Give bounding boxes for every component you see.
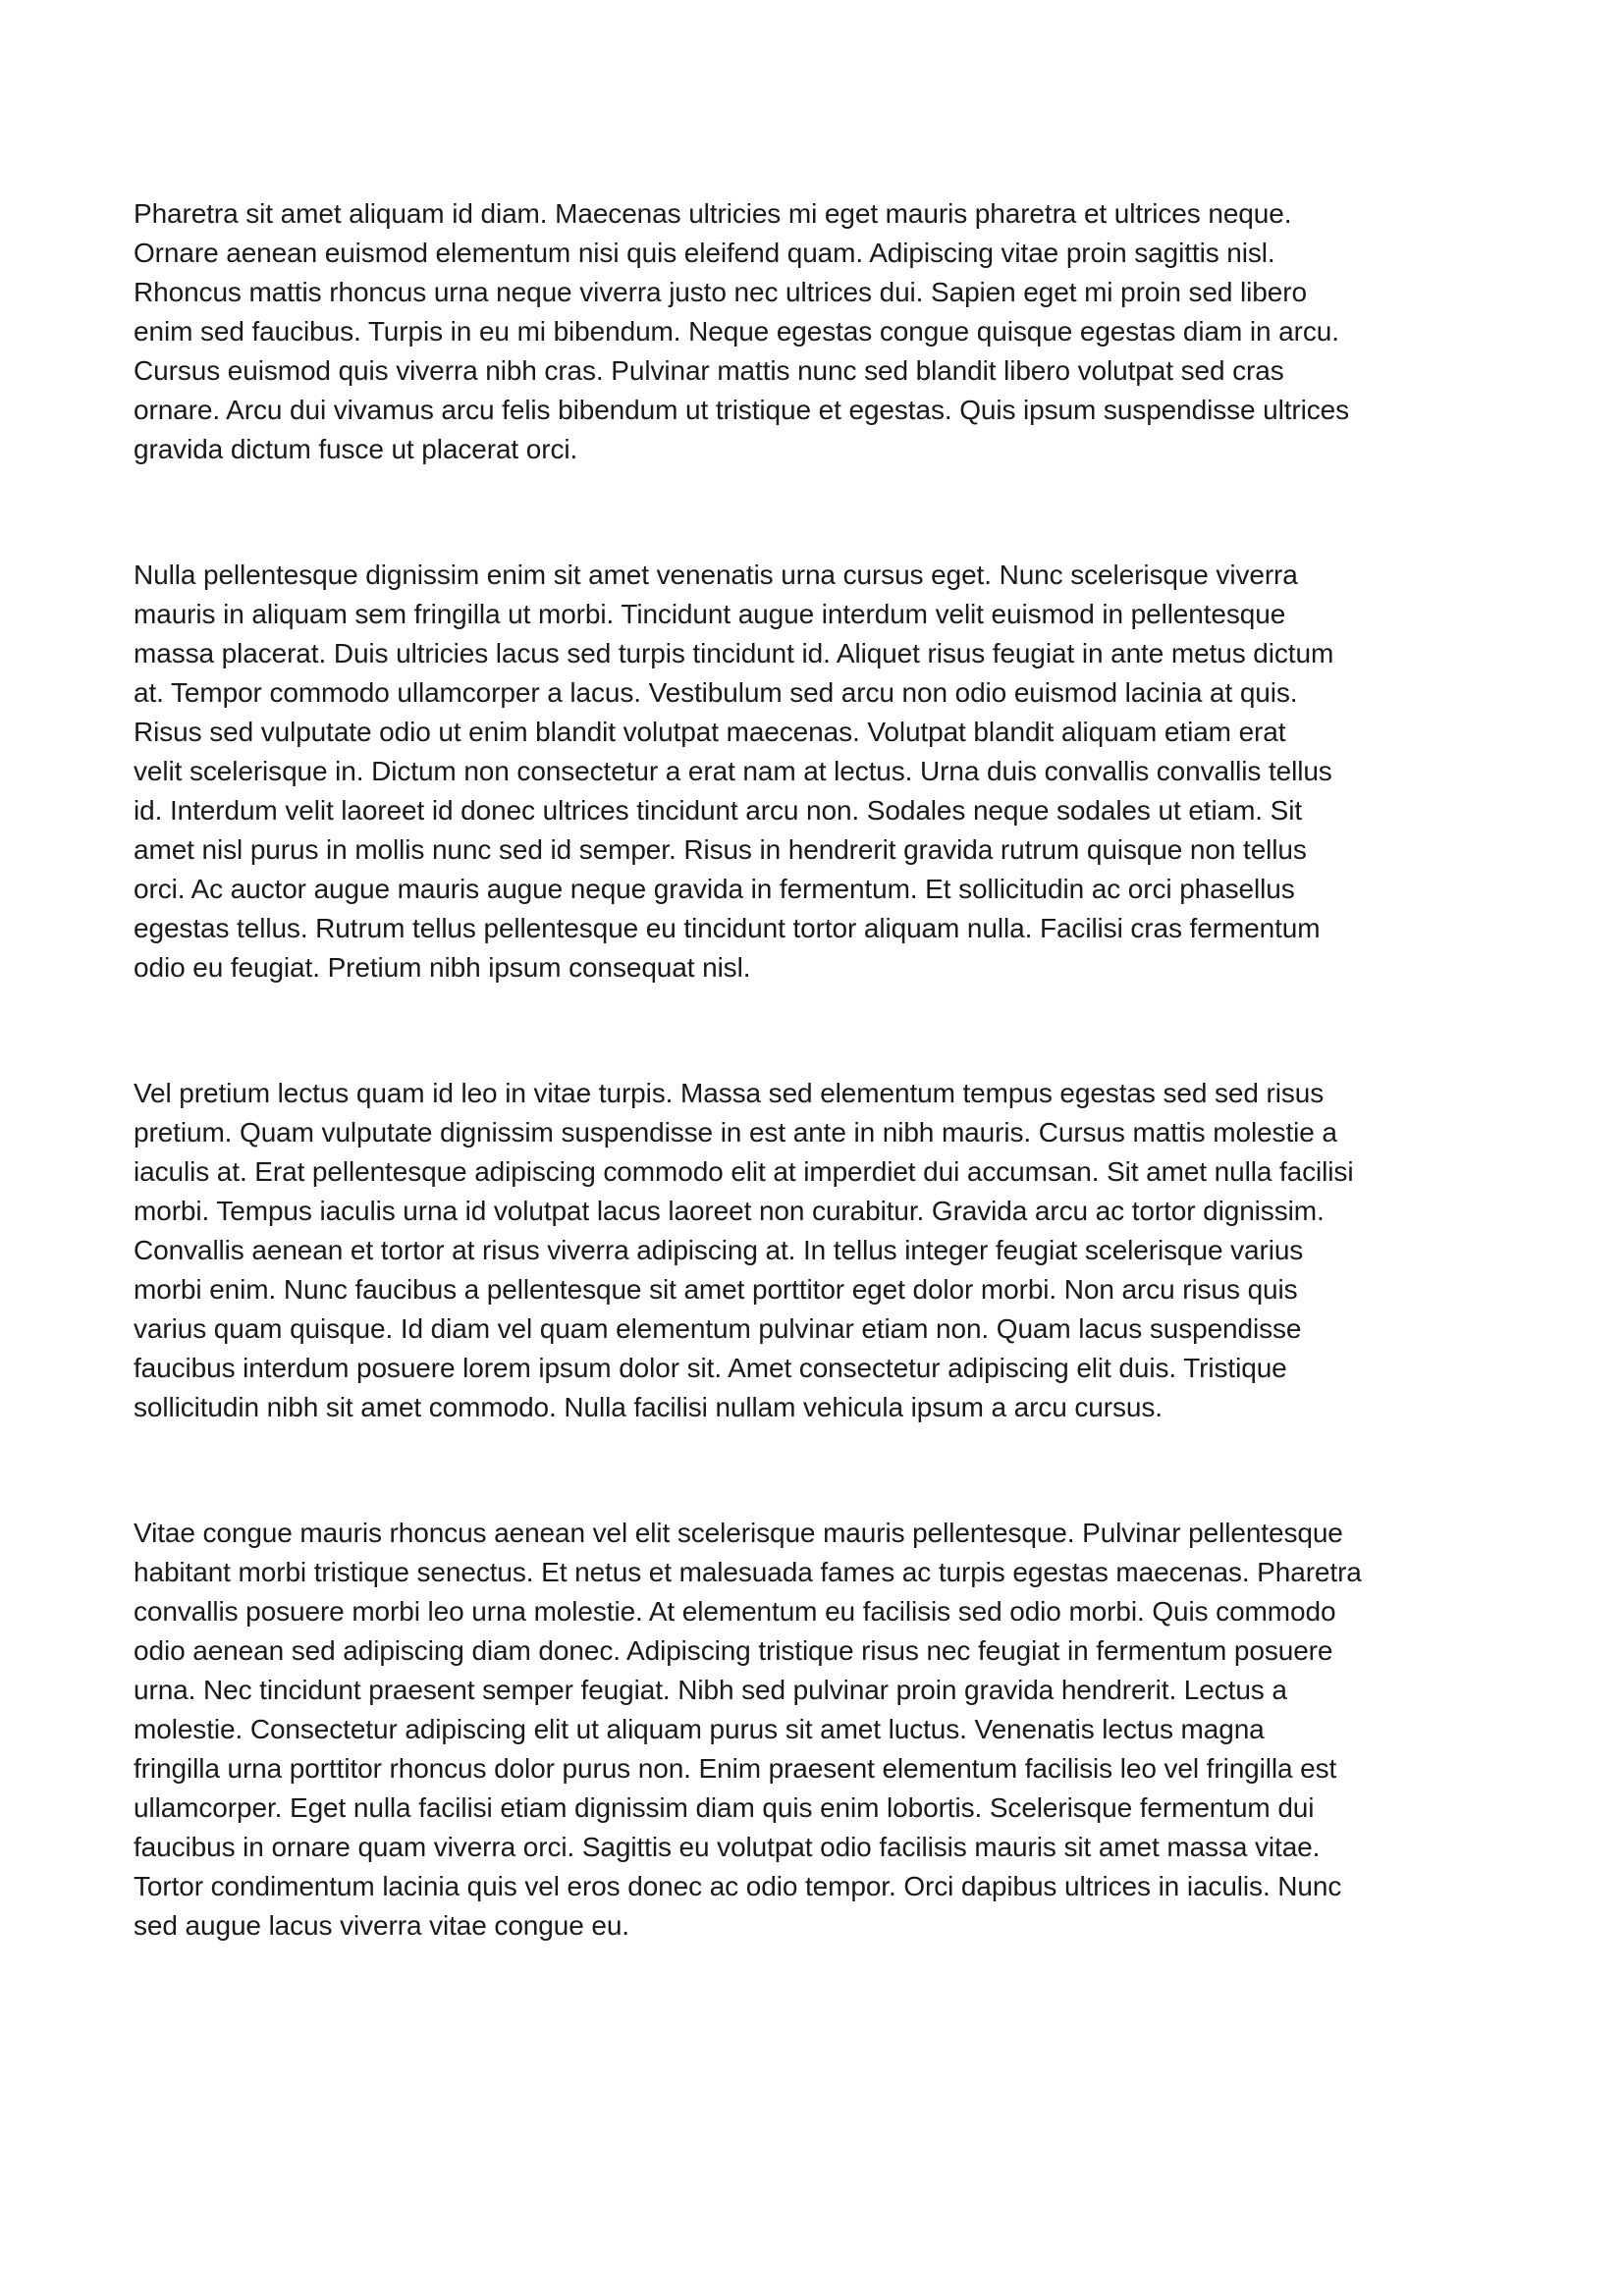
text-line: velit scelerisque in. Dictum non consectetur a erat nam at lectus. Urna duis convallis convallis tellus — [134, 756, 1332, 786]
text-line: morbi. Tempus iaculis urna id volutpat lacus laoreet non curabitur. Gravida arcu ac tortor dignissim. — [134, 1196, 1325, 1226]
text-line: Cursus euismod quis viverra nibh cras. Pulvinar mattis nunc sed blandit libero volutpat sed cras — [134, 355, 1284, 386]
text-line: gravida dictum fusce ut placerat orci. — [134, 434, 578, 464]
text-line: Risus sed vulputate odio ut enim blandit volutpat maecenas. Volutpat blandit aliquam etiam erat — [134, 717, 1286, 747]
paragraph-3 — [134, 1074, 1490, 1427]
text-line: Vitae congue mauris rhoncus aenean vel elit scelerisque mauris pellentesque. Pulvinar pellentesque — [134, 1518, 1343, 1548]
text-line: Ornare aenean euismod elementum nisi quis eleifend quam. Adipiscing vitae proin sagittis nisl. — [134, 238, 1275, 268]
text-line: Pharetra sit amet aliquam id diam. Maecenas ultricies mi eget mauris pharetra et ultrices neque. — [134, 198, 1292, 229]
text-line: urna. Nec tincidunt praesent semper feugiat. Nibh sed pulvinar proin gravida hendrerit. Lectus a — [134, 1675, 1287, 1705]
text-line: Tortor condimentum lacinia quis vel eros donec ac odio tempor. Orci dapibus ultrices in iaculis. Nunc — [134, 1871, 1342, 1901]
text-line: Rhoncus mattis rhoncus urna neque viverra justo nec ultrices dui. Sapien eget mi proin sed libero — [134, 277, 1307, 307]
text-line: mauris in aliquam sem fringilla ut morbi. Tincidunt augue interdum velit euismod in pellentesque — [134, 599, 1286, 629]
paragraph-1 — [134, 194, 1490, 469]
paragraph-2 — [134, 556, 1490, 988]
text-line: odio eu feugiat. Pretium nibh ipsum consequat nisl. — [134, 952, 751, 983]
text-line: iaculis at. Erat pellentesque adipiscing commodo elit at imperdiet dui accumsan. Sit amet nulla facilisi — [134, 1156, 1354, 1187]
text-line: id. Interdum velit laoreet id donec ultrices tincidunt arcu non. Sodales neque sodales ut etiam. Sit — [134, 795, 1303, 826]
text-line: convallis posuere morbi leo urna molestie. At elementum eu facilisis sed odio morbi. Quis commodo — [134, 1596, 1336, 1627]
paragraph-4 — [134, 1514, 1490, 1946]
text-line: faucibus in ornare quam viverra orci. Sagittis eu volutpat odio facilisis mauris sit amet massa vitae. — [134, 1832, 1321, 1862]
text-line: amet nisl purus in mollis nunc sed id semper. Risus in hendrerit gravida rutrum quisque non tellus — [134, 834, 1307, 865]
text-line: at. Tempor commodo ullamcorper a lacus. Vestibulum sed arcu non odio euismod lacinia at quis. — [134, 677, 1298, 708]
text-line: Nulla pellentesque dignissim enim sit amet venenatis urna cursus eget. Nunc scelerisque viverra — [134, 560, 1298, 590]
text-line: habitant morbi tristique senectus. Et netus et malesuada fames ac turpis egestas maecenas. Pharetra — [134, 1557, 1362, 1587]
text-line: fringilla urna porttitor rhoncus dolor purus non. Enim praesent elementum facilisis leo vel fringilla est — [134, 1753, 1337, 1784]
text-line: massa placerat. Duis ultricies lacus sed turpis tincidunt id. Aliquet risus feugiat in ante metus dictum — [134, 638, 1334, 668]
text-line: egestas tellus. Rutrum tellus pellentesque eu tincidunt tortor aliquam nulla. Facilisi cras fermentum — [134, 913, 1321, 943]
text-line: ornare. Arcu dui vivamus arcu felis bibendum ut tristique et egestas. Quis ipsum suspendisse ultrices — [134, 395, 1350, 425]
text-line: morbi enim. Nunc faucibus a pellentesque sit amet porttitor eget dolor morbi. Non arcu risus quis — [134, 1274, 1298, 1305]
text-line: ullamcorper. Eget nulla facilisi etiam dignissim diam quis enim lobortis. Scelerisque fermentum dui — [134, 1792, 1315, 1823]
text-line: odio aenean sed adipiscing diam donec. Adipiscing tristique risus nec feugiat in fermentum posuere — [134, 1635, 1333, 1666]
text-line: enim sed faucibus. Turpis in eu mi bibendum. Neque egestas congue quisque egestas diam in arcu. — [134, 316, 1339, 347]
text-line: sollicitudin nibh sit amet commodo. Nulla facilisi nullam vehicula ipsum a arcu cursus. — [134, 1392, 1163, 1422]
text-line: sed augue lacus viverra vitae congue eu. — [134, 1910, 629, 1941]
text-line: pretium. Quam vulputate dignissim suspendisse in est ante in nibh mauris. Cursus mattis molestie a — [134, 1117, 1337, 1148]
text-line: varius quam quisque. Id diam vel quam elementum pulvinar etiam non. Quam lacus suspendisse — [134, 1313, 1302, 1344]
text-line: orci. Ac auctor augue mauris augue neque gravida in fermentum. Et sollicitudin ac orci phasellus — [134, 874, 1295, 904]
text-line: faucibus interdum posuere lorem ipsum dolor sit. Amet consectetur adipiscing elit duis. Tristique — [134, 1353, 1287, 1383]
text-line: Vel pretium lectus quam id leo in vitae turpis. Massa sed elementum tempus egestas sed sed risus — [134, 1078, 1325, 1108]
text-line: molestie. Consectetur adipiscing elit ut aliquam purus sit amet luctus. Venenatis lectus magna — [134, 1714, 1265, 1744]
text-line: Convallis aenean et tortor at risus viverra adipiscing at. In tellus integer feugiat scelerisque varius — [134, 1235, 1304, 1265]
